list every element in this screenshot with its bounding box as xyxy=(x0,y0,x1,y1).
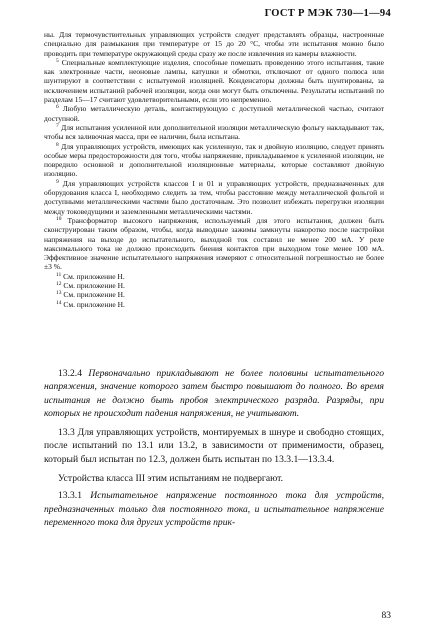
clause-13-3-note: Устройства класса III этим испытаниям не подвергают. xyxy=(58,473,283,485)
footnotes-block xyxy=(44,30,384,309)
main-text xyxy=(44,367,384,535)
clause-13-2-4: 13.2.4 Первоначально прикладывают не более половины испытательного напряжения, значение которого затем быстро повышают до полного. Во время испытания не должно быть пробоя электрического разряда. Разряды, при которых не происходит падения напряжения, не учитывают. xyxy=(44,368,384,419)
standard-header: ГОСТ Р МЭК 730—1—94 xyxy=(264,8,391,19)
footnote-13: $^{13}$ См. приложение Н. xyxy=(56,290,125,300)
footnote-6: $^6$ Любую металлическую деталь, контактирующую с доступной металлической частью, считают доступной. xyxy=(44,104,385,123)
footnote-14: $^{14}$ См. приложение Н. xyxy=(56,299,125,309)
clause-13-3-1: 13.3.1 Испытательное напряжение постоянного тока для устройств, предназначенных только для постоянного тока, и испытательное напряжение переменного тока для других устройств прик- xyxy=(44,490,384,528)
footnote-10: $^{10}$ Трансформатор высокого напряжения, используемый для этого испытания, должен быть сконструирован таким образом, чтобы, когда выводные зажимы замкнуты накоротко после настройки напряжения на выходе до испытательного, выходной ток составил не менее 200 мА. У реле максимального тока не должно происходить биения контактов при выходном токе менее 100 мА. Эффективное значение испытательного напряжения измеряют с относительной погрешностью не более ±3 %. xyxy=(44,215,385,272)
footnote-12: $^{12}$ См. приложение Н. xyxy=(56,281,125,291)
footnote-7: $^7$ Для испытания усиленной или дополнительной изоляции металлическую фольгу накладывают так, чтобы вся заливочная масса, при ее наличии, была испытана. xyxy=(44,122,384,142)
footnote-5: $^5$ Специальные комплектующие изделия, способные помешать проведению этого испытания, такие как электронные части, неоновые лампы, катушки и обмотки, отключают от одного полюса или шунтируют в соответствии с испытуемой изоляцией. Конденсаторы должны быть шунтированы, за исключением испытаний рабочей изоляции, когда они могут быть отключены. Результаты испытаний по разделам 15—17 считают удовлетворительными, если это непременно. xyxy=(44,57,385,105)
footnote-continuation: ны. Для термочувствительных управляющих устройств следует представлять образцы, настроенные специально для размыкания при температуре от 15 до 20 °C, чтобы эти испытания можно было проводить при температуре окружающей среды сразу же после извлечения из камеры влажности. xyxy=(44,30,384,58)
footnote-11: $^{11}$ См. приложение Н. xyxy=(56,271,125,281)
clause-13-3: 13.3 Для управляющих устройств, монтируемых в шнуре и свободно стоящих, после испытаний по 13.1 или 13.2, в зависимости от применимости, образец, который был испытан по 12.3, должен быть испытан по 13.3.1—13.3.4. xyxy=(44,427,384,465)
footnote-9: $^9$ Для управляющих устройств классов I и 01 и управляющих устройств, предназначенных для оборудования класса I, необходимо следить за тем, чтобы расстояние между металлической фольгой и доступными металлическими частями было достаточным. Это позволит избежать перегрузки изоляции между токоведущими и заземленными металлическими частями. xyxy=(44,178,385,216)
page-number: 83 xyxy=(381,611,391,621)
footnote-8: $^8$ Для управляющих устройств, имеющих как усиленную, так и двойную изоляцию, следует принять особые меры предосторожности для того, чтобы напряжение, прикладываемое к усиленной изоляции, не повредило основной и дополнительной изоляционные материалы, которые составляют двойную изоляцию. xyxy=(44,141,385,179)
